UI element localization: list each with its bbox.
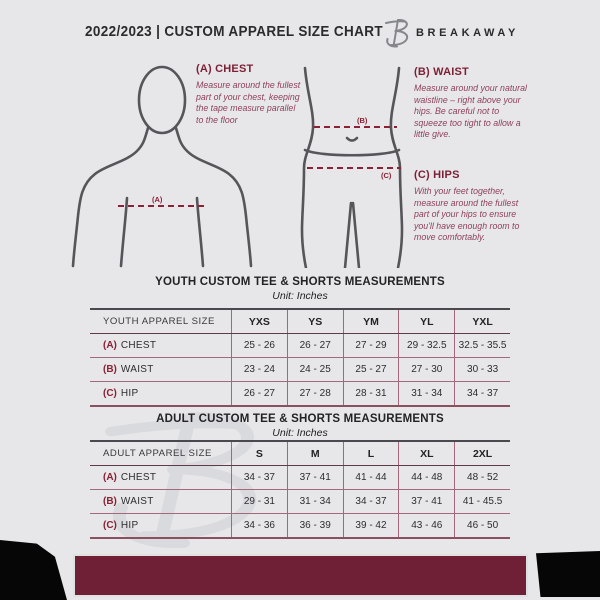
hips-note xyxy=(414,169,532,244)
size-column-header: ADULT APPAREL SIZE xyxy=(103,448,212,459)
measurement-row xyxy=(90,382,510,405)
row-prefix: (A) xyxy=(103,472,117,483)
size-column-header: YXS xyxy=(231,310,287,333)
measurement-row xyxy=(90,334,510,358)
lower-body-diagram xyxy=(285,55,415,268)
size-value-cell: 37 - 41 xyxy=(287,466,343,489)
table-header-row xyxy=(90,442,510,466)
size-value-cell: 27 - 29 xyxy=(343,334,399,357)
row-prefix: (A) xyxy=(103,340,117,351)
chest-note-title: (A) CHEST xyxy=(196,63,254,75)
row-header xyxy=(90,382,231,405)
size-value-cell: 26 - 27 xyxy=(287,334,343,357)
size-value-cell: 37 - 41 xyxy=(398,490,454,513)
adult-size-table xyxy=(90,440,510,539)
size-value-cell: 41 - 44 xyxy=(343,466,399,489)
chest-note-description: Measure around the fullest part of your chest, keeping the tape measure parallel to the floor xyxy=(196,80,301,125)
hips-marker-label: (C) xyxy=(381,171,392,180)
row-label: CHEST xyxy=(120,340,157,351)
size-value-cell: 34 - 37 xyxy=(454,382,510,405)
size-column-header: YS xyxy=(287,310,343,333)
measurement-row xyxy=(90,514,510,537)
youth-table-title: YOUTH CUSTOM TEE & SHORTS MEASUREMENTS xyxy=(155,276,445,288)
size-column-header: YXL xyxy=(454,310,510,333)
size-column-header: YL xyxy=(398,310,454,333)
adult-table-title: ADULT CUSTOM TEE & SHORTS MEASUREMENTS xyxy=(156,413,444,425)
size-value-cell: 44 - 48 xyxy=(398,466,454,489)
size-column-header: M xyxy=(287,442,343,465)
measurement-row xyxy=(90,466,510,490)
size-column-header: YM xyxy=(343,310,399,333)
size-value-cell: 46 - 50 xyxy=(454,514,510,537)
size-value-cell: 30 - 33 xyxy=(454,358,510,381)
size-value-cell: 34 - 36 xyxy=(231,514,287,537)
youth-table-unit: Unit: Inches xyxy=(272,290,328,302)
size-value-cell: 27 - 28 xyxy=(287,382,343,405)
waist-note xyxy=(414,66,530,141)
chest-measure-line xyxy=(118,205,206,207)
row-label: CHEST xyxy=(120,472,157,483)
size-value-cell: 39 - 42 xyxy=(343,514,399,537)
size-column-header: 2XL xyxy=(454,442,510,465)
row-prefix: (C) xyxy=(103,520,117,531)
row-label: HIP xyxy=(120,520,139,531)
size-value-cell: 28 - 31 xyxy=(343,382,399,405)
row-header xyxy=(90,466,231,489)
size-value-cell: 25 - 26 xyxy=(231,334,287,357)
row-header xyxy=(90,490,231,513)
size-value-cell: 43 - 46 xyxy=(398,514,454,537)
row-label: HIP xyxy=(120,388,139,399)
hips-measure-line xyxy=(307,167,401,169)
size-column-header: XL xyxy=(398,442,454,465)
size-column-header: YOUTH APPAREL SIZE xyxy=(103,316,215,327)
size-column-header: L xyxy=(343,442,399,465)
size-value-cell: 29 - 31 xyxy=(231,490,287,513)
measurement-row xyxy=(90,358,510,382)
size-value-cell: 31 - 34 xyxy=(398,382,454,405)
size-value-cell: 41 - 45.5 xyxy=(454,490,510,513)
hips-note-title: (C) HIPS xyxy=(414,169,460,181)
size-value-cell: 27 - 30 xyxy=(398,358,454,381)
footer-accent-bar xyxy=(73,554,528,597)
page-title: 2022/2023 | CUSTOM APPAREL SIZE CHART xyxy=(85,23,383,40)
size-value-cell: 26 - 27 xyxy=(231,382,287,405)
waist-note-description: Measure around your natural waistline – right above your hips. Be careful not to squeeze too tight to allow a little give. xyxy=(414,83,527,140)
row-header xyxy=(90,358,231,381)
hips-note-description: With your feet together, measure around the fullest part of your hips to ensure you'll have enough room to move comfortably. xyxy=(414,186,520,243)
waist-measure-line xyxy=(314,126,397,128)
youth-size-table xyxy=(90,308,510,407)
size-value-cell: 32.5 - 35.5 xyxy=(454,334,510,357)
row-prefix: (B) xyxy=(103,496,117,507)
size-value-cell: 34 - 37 xyxy=(343,490,399,513)
canvas-corner-right xyxy=(536,551,600,597)
canvas-corner-left xyxy=(0,540,67,600)
measurement-row xyxy=(90,490,510,514)
size-value-cell: 36 - 39 xyxy=(287,514,343,537)
row-prefix: (C) xyxy=(103,388,117,399)
breakaway-b-logo-icon xyxy=(383,17,413,49)
size-column-header: S xyxy=(231,442,287,465)
size-value-cell: 34 - 37 xyxy=(231,466,287,489)
adult-table-unit: Unit: Inches xyxy=(272,427,328,439)
size-value-cell: 24 - 25 xyxy=(287,358,343,381)
row-header xyxy=(90,514,231,537)
table-header-row xyxy=(90,310,510,334)
brand-name: BREAKAWAY xyxy=(416,27,519,39)
waist-note-title: (B) WAIST xyxy=(414,66,469,78)
row-prefix: (B) xyxy=(103,364,117,375)
size-value-cell: 48 - 52 xyxy=(454,466,510,489)
row-header xyxy=(90,334,231,357)
row-label: WAIST xyxy=(120,496,154,507)
size-value-cell: 31 - 34 xyxy=(287,490,343,513)
row-label: WAIST xyxy=(120,364,154,375)
chest-note xyxy=(196,63,302,126)
waist-marker-label: (B) xyxy=(357,116,368,125)
size-value-cell: 23 - 24 xyxy=(231,358,287,381)
chest-marker-label: (A) xyxy=(152,195,163,204)
size-value-cell: 29 - 32.5 xyxy=(398,334,454,357)
size-value-cell: 25 - 27 xyxy=(343,358,399,381)
